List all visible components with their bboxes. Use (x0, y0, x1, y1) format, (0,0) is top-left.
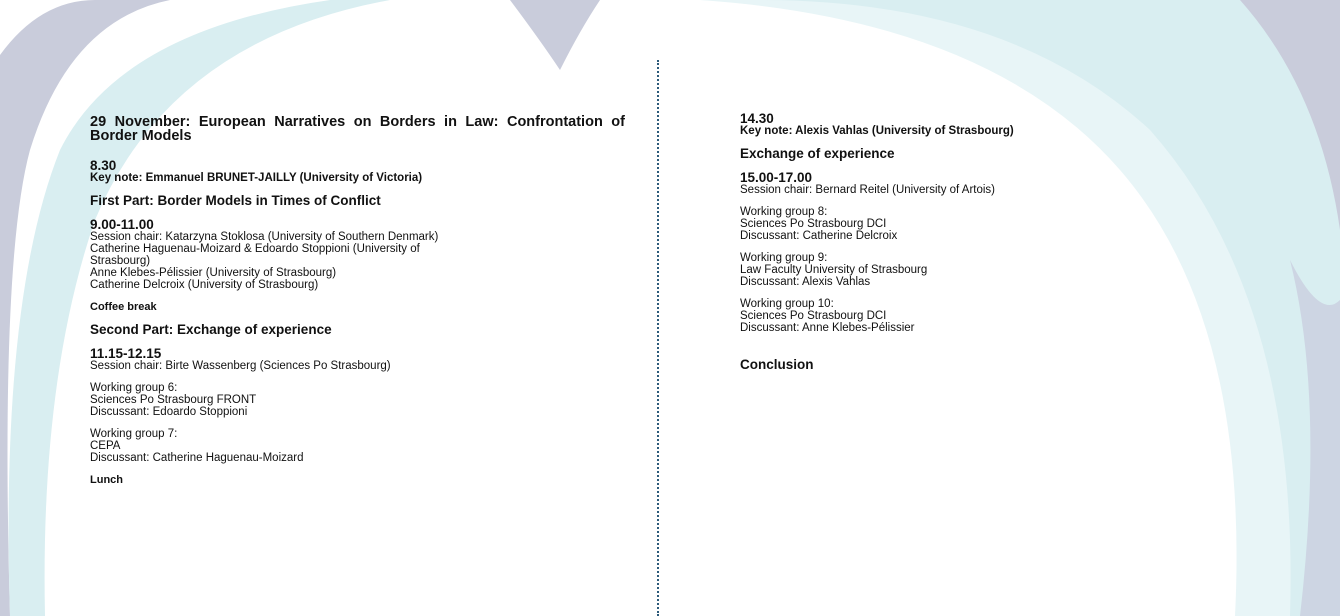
working-group-name: Working group 9: (740, 252, 828, 264)
part1-line: Strasbourg) (90, 255, 151, 267)
part2-heading: Second Part: Exchange of experience (90, 322, 332, 337)
swoosh-top-center (510, 0, 600, 70)
working-group-discussant: Discussant: Anne Klebes-Pélissier (740, 322, 915, 334)
coffee-break: Coffee break (90, 301, 157, 313)
conclusion-heading: Conclusion (740, 357, 814, 372)
session-chair: Session chair: Bernard Reitel (University of Artois) (740, 184, 996, 196)
working-group-name: Working group 8: (740, 206, 828, 218)
working-group-org: Sciences Po Strasbourg FRONT (90, 394, 257, 406)
part1-line: Catherine Delcroix (University of Strasbourg) (90, 279, 319, 291)
part2-time: 11.15-12.15 (90, 346, 162, 361)
part1-heading: First Part: Border Models in Times of Conflict (90, 193, 381, 208)
part1-line: Anne Klebes-Pélissier (University of Strasbourg) (90, 267, 337, 279)
working-group-org: Sciences Po Strasbourg DCI (740, 218, 887, 230)
part1-line: Catherine Haguenau-Moizard & Edoardo Stoppioni (University of (90, 243, 420, 255)
keynote-time: 8.30 (90, 158, 117, 173)
exchange-heading: Exchange of experience (740, 146, 895, 161)
part2-chair: Session chair: Birte Wassenberg (Sciences Po Strasbourg) (90, 360, 391, 372)
right-column (740, 112, 1260, 372)
working-group-name: Working group 7: (90, 428, 178, 440)
keynote-time: 14.30 (740, 111, 774, 126)
working-group-discussant: Discussant: Alexis Vahlas (740, 276, 871, 288)
working-group-org: Law Faculty University of Strasbourg (740, 264, 928, 276)
working-group-org: CEPA (90, 440, 121, 452)
part1-time: 9.00-11.00 (90, 217, 154, 232)
part1-line: Session chair: Katarzyna Stoklosa (University of Southern Denmark) (90, 231, 439, 243)
working-group-name: Working group 10: (740, 298, 834, 310)
column-divider (657, 60, 659, 616)
working-group-org: Sciences Po Strasbourg DCI (740, 310, 887, 322)
keynote-text: Key note: Emmanuel BRUNET-JAILLY (University of Victoria) (90, 172, 423, 184)
session-time: 15.00-17.00 (740, 170, 813, 185)
working-group-name: Working group 6: (90, 382, 178, 394)
day-title: 29 November: European Narratives on Borders in Law: Confrontation of Border Models (90, 114, 625, 144)
working-group-discussant: Discussant: Catherine Haguenau-Moizard (90, 452, 304, 464)
left-column (90, 115, 625, 486)
keynote-text: Key note: Alexis Vahlas (University of Strasbourg) (740, 125, 1014, 137)
lunch: Lunch (90, 474, 123, 486)
working-group-discussant: Discussant: Edoardo Stoppioni (90, 406, 248, 418)
working-group-discussant: Discussant: Catherine Delcroix (740, 230, 898, 242)
